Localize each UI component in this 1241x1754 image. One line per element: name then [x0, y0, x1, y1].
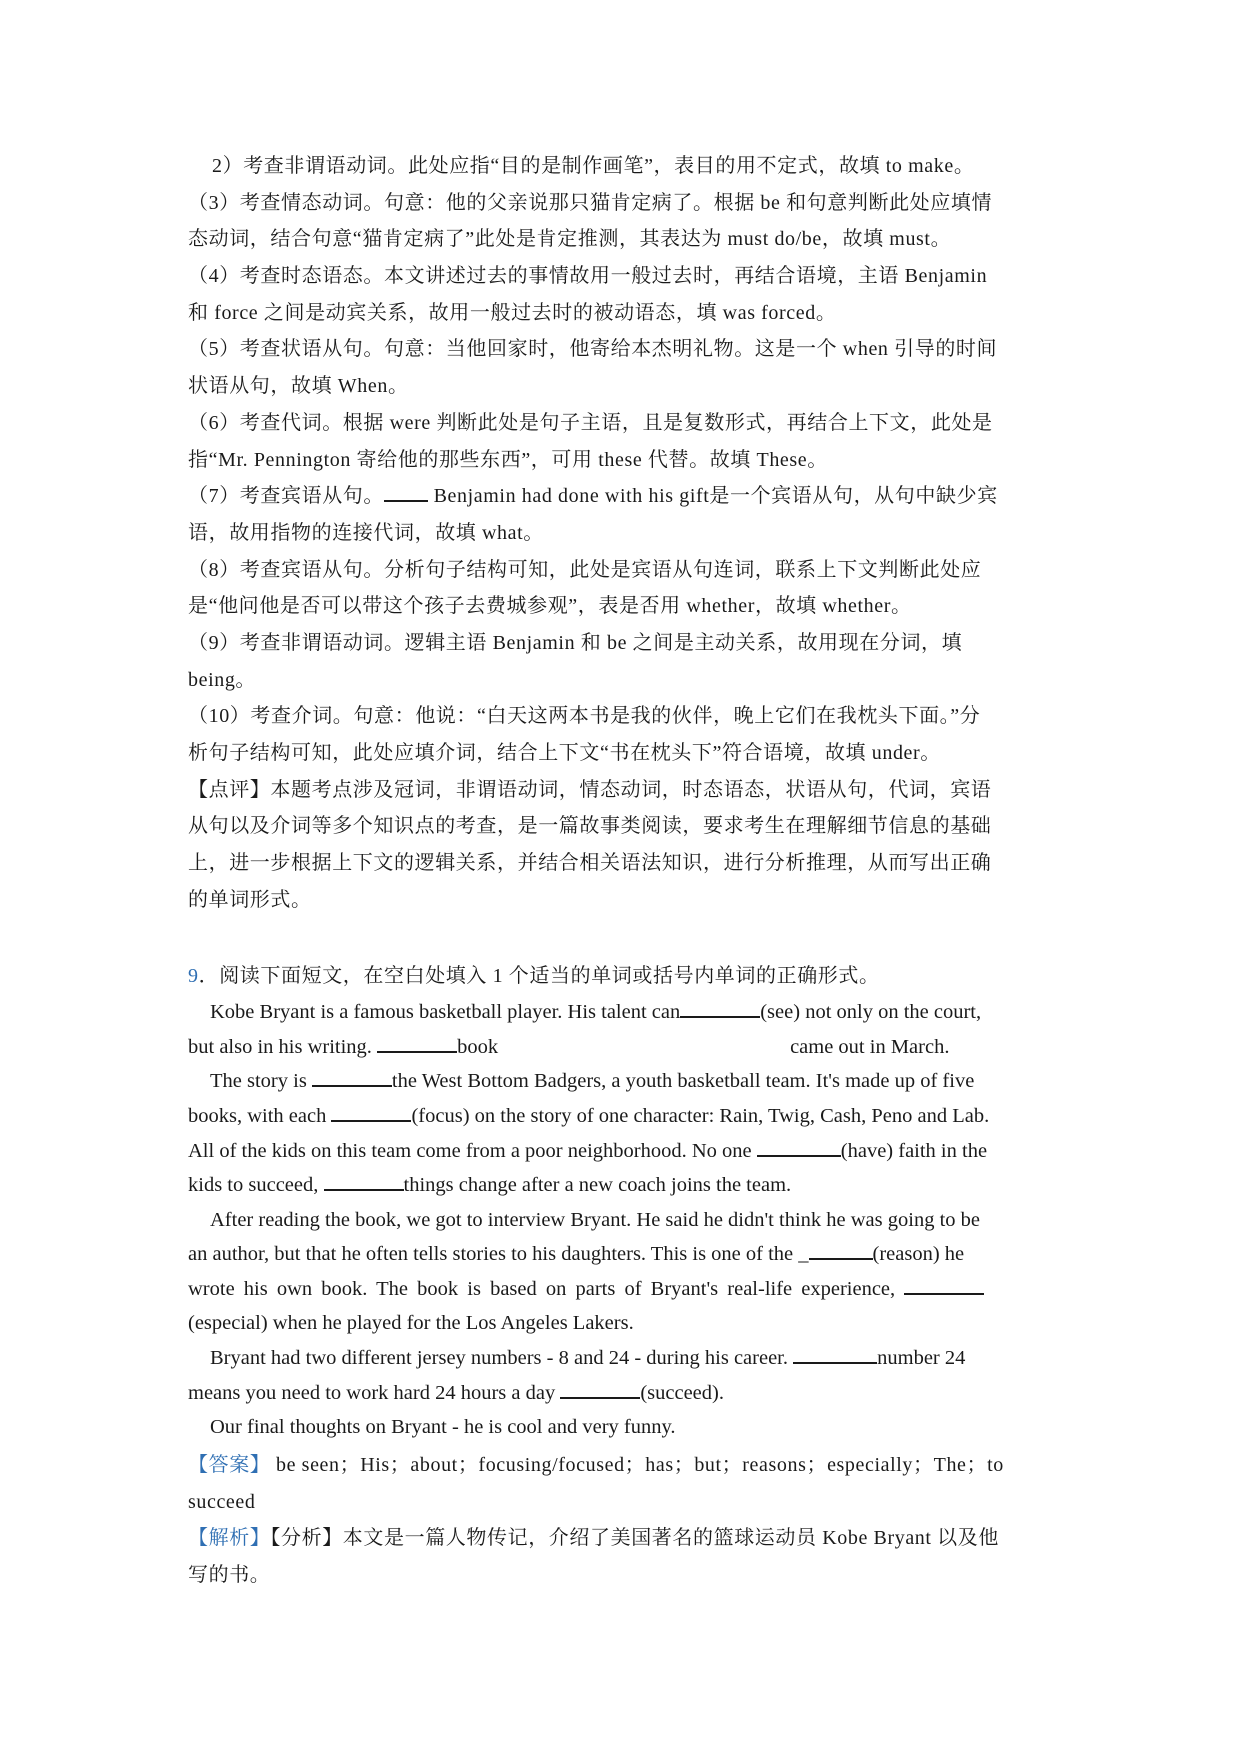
- analysis-line: 写的书。: [188, 1563, 271, 1586]
- passage-text: means you need to work hard 24 hours a day: [188, 1381, 561, 1404]
- passage-text: (see) not only on the court,: [760, 1001, 982, 1024]
- passage-line: [188, 995, 1058, 1030]
- analysis-line: 和 force 之间是动宾关系，故用一般过去时的被动语态，填 was forced。: [188, 301, 837, 324]
- passage-line: [188, 1272, 1058, 1307]
- answer-text: be seen；His；about；focusing/focused；has；but；reasons；especially；The；to: [270, 1453, 1004, 1476]
- blank-line: [377, 1033, 457, 1053]
- question-heading: [188, 958, 1058, 995]
- analysis-line: [188, 478, 1058, 515]
- analysis-q7-prefix: （7）考查宾语从句。: [188, 485, 384, 508]
- passage-text: an author, but that he often tells stories to his daughters. This is one of the _: [188, 1243, 809, 1266]
- passage-line: [188, 1376, 1058, 1411]
- analysis-line: 是“他问他是否可以带这个孩子去费城参观”，表是否用 whether，故填 whether。: [188, 595, 912, 618]
- passage-line: [188, 1134, 1058, 1169]
- blank-line: [809, 1240, 873, 1260]
- analysis-text: 【分析】本文是一篇人物传记，介绍了美国著名的篮球运动员 Kobe Bryant 以及他: [270, 1527, 999, 1550]
- passage-line: [188, 1168, 1058, 1203]
- analysis-line: （8）考查宾语从句。分析句子结构可知，此处是宾语从句连词，联系上下文判断此处应: [188, 558, 982, 581]
- analysis-label: 【解析】: [188, 1527, 271, 1550]
- comment-line: 上，进一步根据上下文的逻辑关系，并结合相关语法知识，进行分析推理，从而写出正确: [188, 852, 992, 875]
- comment-line: 的单词形式。: [188, 888, 312, 911]
- passage-text: (have) faith in the: [840, 1139, 988, 1162]
- passage-text: (succeed).: [640, 1381, 724, 1404]
- question-number: 9: [188, 965, 199, 988]
- passage-line: [188, 1030, 1058, 1065]
- blank-line: [560, 1379, 640, 1399]
- passage-text: All of the kids on this team come from a poor neighborhood. No one: [188, 1139, 757, 1162]
- passage-line: [188, 1064, 1058, 1099]
- blank-line: [384, 482, 428, 502]
- passage-text: book: [457, 1035, 499, 1058]
- spacer: [188, 918, 1058, 958]
- passage-text: The story is: [210, 1070, 312, 1093]
- passage-text: Bryant had two different jersey numbers - 8 and 24 - during his career.: [210, 1347, 794, 1370]
- analysis-line: （9）考查非谓语动词。逻辑主语 Benjamin 和 be 之间是主动关系，故用现在分词，填: [188, 631, 963, 654]
- blank-line: [324, 1171, 404, 1191]
- blank-line: [331, 1102, 411, 1122]
- analysis-line: 状语从句，故填 When。: [188, 375, 409, 398]
- answer-line: succeed: [188, 1490, 256, 1513]
- analysis-line: （10）考查介词。句意：他说：“白天这两本书是我的伙伴，晚上它们在我枕头下面。”分: [188, 705, 981, 728]
- passage-text: kids to succeed,: [188, 1174, 324, 1197]
- passage-text: the West Bottom Badgers, a youth basketball team. It's made up of five: [391, 1070, 975, 1093]
- analysis-line: 析句子结构可知，此处应填介词，结合上下文“书在枕头下”符合语境，故填 under。: [188, 742, 941, 764]
- passage-line: [188, 1341, 1058, 1376]
- passage-text: but also in his writing.: [188, 1035, 378, 1058]
- analysis-line: 指“Mr. Pennington 寄给他的那些东西”，可用 these 代替。故填 These。: [188, 448, 828, 471]
- analysis-q7-rest: Benjamin had done with his gift是一个宾语从句，从句中缺少宾: [428, 485, 998, 508]
- answer-line: [188, 1447, 1058, 1484]
- blank-line: [757, 1137, 841, 1157]
- passage-text: books, with each: [188, 1104, 332, 1127]
- analysis-line: （4）考查时态语态。本文讲述过去的事情故用一般过去时，再结合语境，主语 Benjamin: [188, 265, 988, 288]
- page-content: [188, 148, 1058, 1594]
- analysis-line: （3）考查情态动词。句意：他的父亲说那只猫肯定病了。根据 be 和句意判断此处应填情: [188, 191, 993, 214]
- blank-line: [904, 1275, 984, 1295]
- analysis-line: （6）考查代词。根据 were 判断此处是句子主语，且是复数形式，再结合上下文，此处是: [188, 411, 993, 434]
- analysis-line: [188, 1520, 1058, 1557]
- passage-text: (focus) on the story of one character: Rain, Twig, Cash, Peno and Lab.: [411, 1104, 990, 1127]
- blank-line: [793, 1344, 877, 1364]
- analysis-line: 2）考查非谓语动词。此处应指“目的是制作画笔”，表目的用不定式，故填 to make。: [212, 155, 975, 177]
- comment-line: 从句以及介词等多个知识点的考查，是一篇故事类阅读，要求考生在理解细节信息的基础: [188, 815, 992, 838]
- passage-line: (especial) when he played for the Los Angeles Lakers.: [188, 1312, 634, 1335]
- comment-line: 【点评】本题考点涉及冠词，非谓语动词，情态动词，时态语态，状语从句，代词，宾语: [188, 778, 992, 801]
- passage-text: things change after a new coach joins the team.: [403, 1174, 792, 1197]
- passage-text: (reason) he: [872, 1243, 965, 1266]
- analysis-line: 态动词，结合句意“猫肯定病了”此处是肯定推测，其表达为 must do/be，故填 must。: [188, 228, 952, 251]
- answer-label: 【答案】: [188, 1453, 271, 1476]
- analysis-line: 语，故用指物的连接代词，故填 what。: [188, 521, 544, 544]
- blank-line: [680, 998, 760, 1018]
- passage-text: wrote his own book. The book is based on parts of Bryant's real-life experience,: [188, 1277, 905, 1300]
- passage-line: After reading the book, we got to interview Bryant. He said he didn't think he was going to be: [210, 1208, 980, 1231]
- analysis-line: （5）考查状语从句。句意：当他回家时，他寄给本杰明礼物。这是一个 when 引导的时间: [188, 338, 998, 361]
- passage-line: [188, 1099, 1058, 1134]
- passage-line: [188, 1237, 1058, 1272]
- analysis-line: being。: [188, 668, 257, 691]
- passage-text: Kobe Bryant is a famous basketball player. His talent can: [210, 1001, 681, 1024]
- passage-line: Our final thoughts on Bryant - he is cool and very funny.: [210, 1416, 676, 1439]
- question-instruction: ．阅读下面短文，在空白处填入 1 个适当的单词或括号内单词的正确形式。: [198, 965, 880, 988]
- passage-text: number 24: [877, 1347, 966, 1370]
- passage-text: came out in March.: [790, 1035, 950, 1058]
- blank-line: [312, 1067, 392, 1087]
